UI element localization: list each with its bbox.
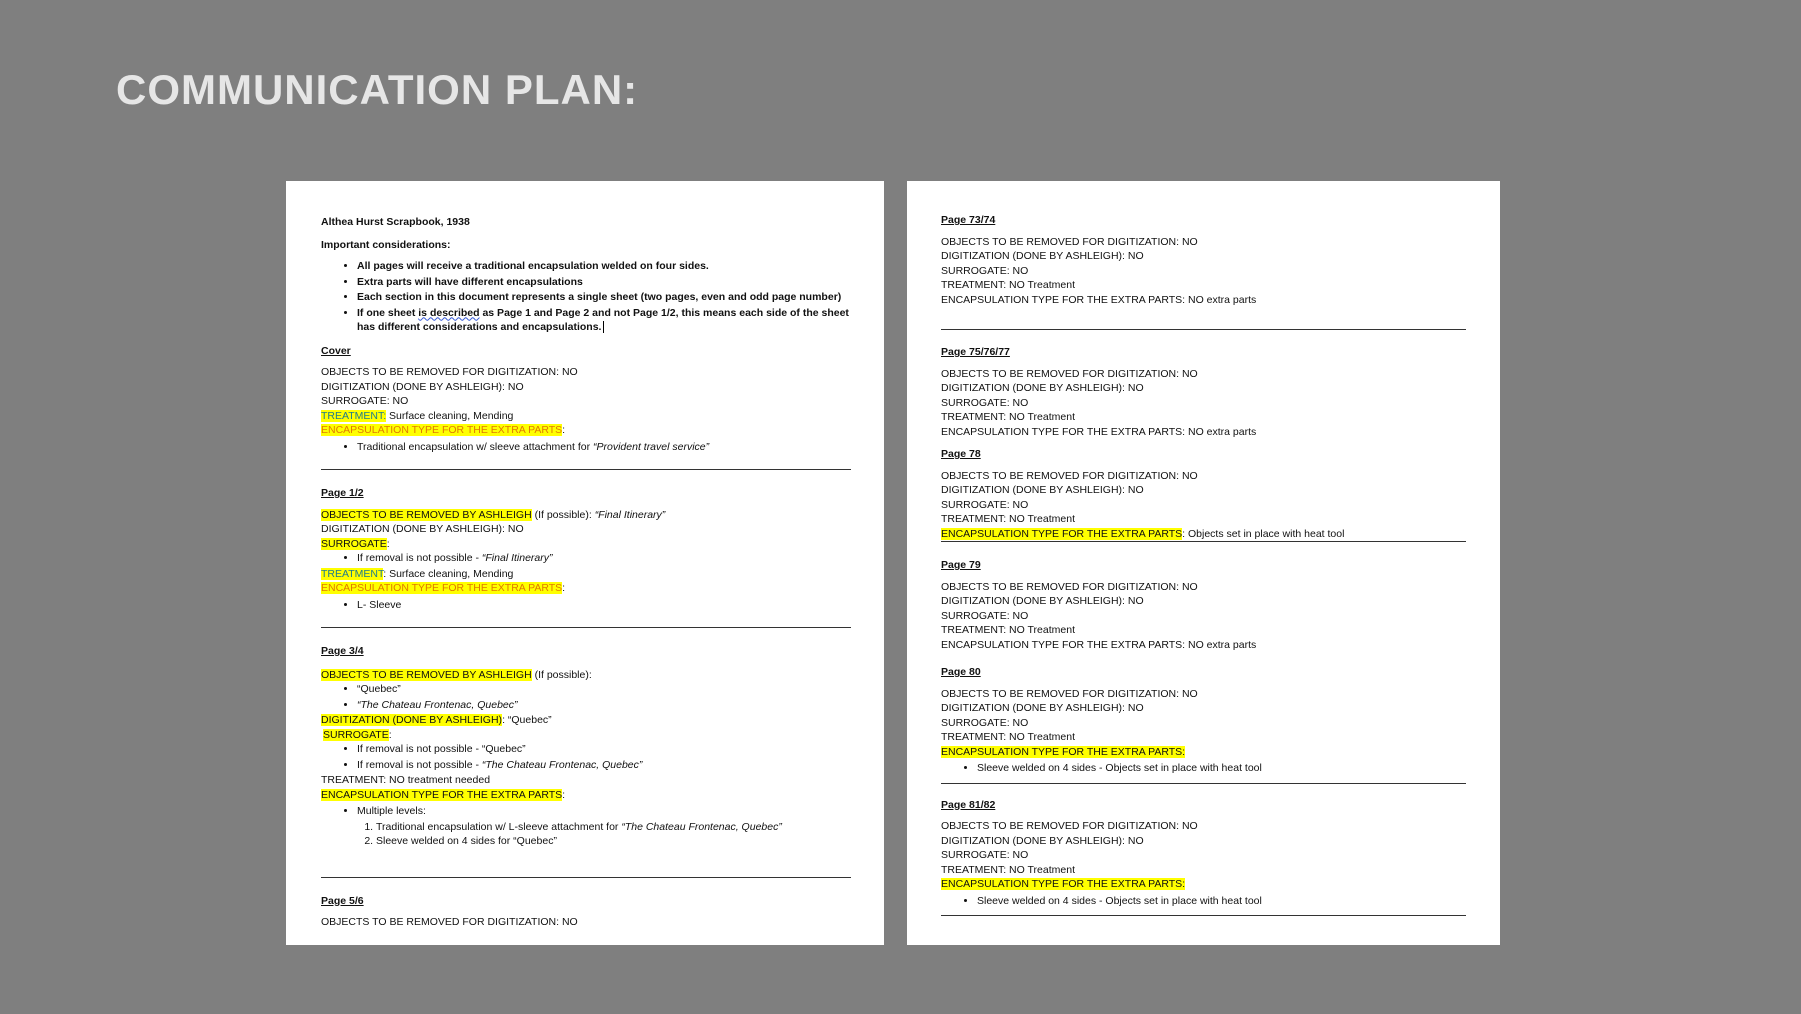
section-page-1-2 (321, 486, 851, 612)
text-run: If removal is not possible - (357, 758, 482, 771)
digitization-line (321, 713, 851, 728)
highlight: ENCAPSULATION TYPE FOR THE EXTRA PARTS (941, 527, 1183, 540)
list-item (357, 306, 851, 335)
text-run: as Page 1 and Page 2 and not Page 1/2, this means each side of the sheet has different considerations and encapsulations. (357, 306, 849, 333)
document-page-right (907, 181, 1500, 945)
text-cursor (603, 321, 604, 333)
treatment-line: TREATMENT: NO Treatment (941, 411, 1075, 423)
list-item: • Sleeve welded on 4 sides - Objects set in place with heat tool (977, 894, 1466, 909)
highlight: SURROGATE (323, 728, 389, 741)
treatment-line: TREATMENT: NO Treatment (941, 624, 1075, 636)
digitization-line: DIGITIZATION (DONE BY ASHLEIGH): NO (941, 834, 1144, 847)
text-run: Traditional encapsulation w/ sleeve attachment for (357, 440, 593, 453)
section-cover (321, 344, 851, 455)
considerations-list (321, 259, 851, 335)
section-title: Cover (321, 344, 351, 357)
highlight: ENCAPSULATION TYPE FOR THE EXTRA PARTS (321, 424, 563, 436)
objects-line: OBJECTS TO BE REMOVED FOR DIGITIZATION: NO (941, 469, 1198, 482)
text-run: Surface cleaning, Mending (386, 409, 514, 422)
objects-line (321, 668, 851, 683)
objects-line: OBJECTS TO BE REMOVED FOR DIGITIZATION: NO (321, 916, 578, 928)
text-run: Traditional encapsulation w/ L-sleeve attachment for (376, 820, 622, 833)
section-title: Page 80 (941, 666, 981, 678)
treatment-line (321, 567, 851, 582)
digitization-line: DIGITIZATION (DONE BY ASHLEIGH): NO (321, 380, 524, 393)
surrogate-line: SURROGATE: NO (941, 396, 1029, 409)
digitization-line: DIGITIZATION (DONE BY ASHLEIGH): NO (321, 523, 524, 535)
encapsulation-line (321, 581, 851, 596)
section-page-75-76-77 (941, 345, 1466, 439)
text-run: If removal is not possible - (357, 552, 482, 564)
list-item (376, 820, 851, 835)
text-run: “The Chateau Frontenac, Quebec” (621, 820, 782, 833)
section-divider (321, 469, 851, 470)
text-run: “The Chateau Frontenac, Quebec” (357, 698, 518, 711)
highlight: SURROGATE (321, 537, 387, 550)
text-run: “Provident travel service” (593, 440, 710, 453)
text-run: “Final Itinerary” (594, 508, 666, 521)
surrogate-line: SURROGATE: NO (321, 395, 409, 407)
encapsulation-line (321, 788, 851, 803)
highlight: TREATMENT (321, 567, 384, 580)
list-item (357, 758, 851, 773)
highlight: TREATMENT: (321, 409, 387, 422)
surrogate-line: SURROGATE: NO (941, 498, 1029, 511)
text-run: : (562, 582, 566, 594)
section-page-3-4 (321, 644, 851, 849)
treatment-line: TREATMENT: NO Treatment (941, 279, 1075, 291)
treatment-line: TREATMENT: NO treatment needed (321, 774, 491, 786)
highlight: ENCAPSULATION TYPE FOR THE EXTRA PARTS (321, 582, 563, 594)
treatment-line: TREATMENT: NO Treatment (941, 863, 1075, 876)
surrogate-line: SURROGATE: NO (941, 609, 1029, 622)
surrogate-line: SURROGATE: NO (941, 264, 1029, 277)
encapsulation-line (941, 745, 1466, 760)
objects-line (321, 508, 851, 523)
list-item (357, 440, 851, 455)
section-title: Page 1/2 (321, 487, 364, 499)
section-page-73-74 (941, 213, 1466, 307)
text-run: : (562, 424, 566, 436)
objects-line: OBJECTS TO BE REMOVED FOR DIGITIZATION: NO (941, 687, 1198, 700)
list-item: • L- Sleeve (357, 598, 851, 613)
slide-title: COMMUNICATION PLAN: (116, 66, 639, 113)
encapsulation-line (941, 877, 1466, 892)
digitization-line: DIGITIZATION (DONE BY ASHLEIGH): NO (941, 250, 1144, 262)
section-divider (321, 627, 851, 628)
encapsulation-line (321, 423, 851, 438)
highlight: ENCAPSULATION TYPE FOR THE EXTRA PARTS (321, 788, 563, 801)
text-run: (If possible): (531, 508, 595, 521)
section-title: Page 3/4 (321, 645, 364, 657)
section-title: Page 75/76/77 (941, 346, 1010, 358)
considerations-heading: Important considerations: (321, 238, 451, 251)
section-divider (941, 915, 1466, 916)
highlight: OBJECTS TO BE REMOVED BY ASHLEIGH (321, 668, 532, 681)
list-item: • If removal is not possible - “Quebec” (357, 742, 851, 757)
encapsulation-line: ENCAPSULATION TYPE FOR THE EXTRA PARTS: NO extra parts (941, 638, 1257, 651)
section-page-80 (941, 665, 1466, 776)
section-divider (941, 783, 1466, 784)
text-run: (If possible): (531, 668, 592, 681)
objects-line: OBJECTS TO BE REMOVED FOR DIGITIZATION: NO (321, 366, 578, 378)
section-divider (321, 877, 851, 878)
surrogate-line (321, 728, 851, 743)
section-title: Page 73/74 (941, 214, 996, 226)
document-page-left (286, 181, 884, 945)
treatment-line: TREATMENT: NO Treatment (941, 513, 1075, 525)
text-run: “Final Itinerary” (481, 552, 553, 564)
text-run: : (386, 537, 390, 550)
list-item: 2. Sleeve welded on 4 sides for “Quebec” (376, 834, 851, 849)
list-item (357, 551, 851, 566)
spellcheck-underline: is described (418, 306, 480, 319)
treatment-line: TREATMENT: NO Treatment (941, 731, 1075, 743)
highlight: ENCAPSULATION TYPE FOR THE EXTRA PARTS: (941, 878, 1186, 890)
list-item: • Multiple levels: (357, 804, 851, 819)
digitization-line: DIGITIZATION (DONE BY ASHLEIGH): NO (941, 595, 1144, 607)
surrogate-line: SURROGATE: NO (941, 716, 1029, 729)
section-title: Page 78 (941, 448, 981, 460)
text-run: : (562, 788, 566, 801)
text-run: : Objects set in place with heat tool (1182, 527, 1345, 540)
list-item: • Sleeve welded on 4 sides - Objects set in place with heat tool (977, 761, 1466, 776)
section-page-81-82 (941, 798, 1466, 909)
text-run: : (388, 728, 392, 741)
encapsulation-line: ENCAPSULATION TYPE FOR THE EXTRA PARTS: NO extra parts (941, 425, 1257, 438)
digitization-line: DIGITIZATION (DONE BY ASHLEIGH): NO (941, 382, 1144, 394)
digitization-line: DIGITIZATION (DONE BY ASHLEIGH): NO (941, 702, 1144, 714)
list-item (357, 698, 851, 713)
digitization-line: DIGITIZATION (DONE BY ASHLEIGH): NO (941, 484, 1144, 496)
section-title: Page 81/82 (941, 798, 996, 811)
section-title: Page 5/6 (321, 894, 364, 907)
list-item: • Each section in this document represents a single sheet (two pages, even and odd page number) (357, 290, 851, 305)
highlight: ENCAPSULATION TYPE FOR THE EXTRA PARTS: (941, 745, 1186, 758)
list-item: • Extra parts will have different encapsulations (357, 275, 851, 290)
highlight: OBJECTS TO BE REMOVED BY ASHLEIGH (321, 508, 532, 521)
section-page-79 (941, 558, 1466, 652)
objects-line: OBJECTS TO BE REMOVED FOR DIGITIZATION: NO (941, 820, 1198, 832)
section-title: Page 79 (941, 559, 981, 571)
section-divider (941, 329, 1466, 330)
surrogate-line: SURROGATE: NO (941, 849, 1029, 861)
list-item: • All pages will receive a traditional encapsulation welded on four sides. (357, 259, 851, 274)
encapsulation-line (941, 527, 1466, 543)
text-run: : “Quebec” (502, 714, 552, 726)
list-item: • “Quebec” (357, 682, 851, 697)
objects-line: OBJECTS TO BE REMOVED FOR DIGITIZATION: NO (941, 580, 1198, 593)
section-page-78 (941, 447, 1466, 542)
highlight: DIGITIZATION (DONE BY ASHLEIGH) (321, 714, 503, 726)
treatment-line (321, 409, 851, 424)
objects-line: OBJECTS TO BE REMOVED FOR DIGITIZATION: NO (941, 367, 1198, 380)
surrogate-line (321, 537, 851, 552)
text-run: If one sheet (357, 306, 419, 319)
text-run: “The Chateau Frontenac, Quebec” (481, 758, 643, 771)
document-title: Althea Hurst Scrapbook, 1938 (321, 216, 470, 228)
section-page-5-6 (321, 894, 851, 930)
objects-line: OBJECTS TO BE REMOVED FOR DIGITIZATION: NO (941, 235, 1198, 248)
text-run: : Surface cleaning, Mending (383, 567, 514, 580)
encapsulation-line: ENCAPSULATION TYPE FOR THE EXTRA PARTS: NO extra parts (941, 293, 1257, 306)
